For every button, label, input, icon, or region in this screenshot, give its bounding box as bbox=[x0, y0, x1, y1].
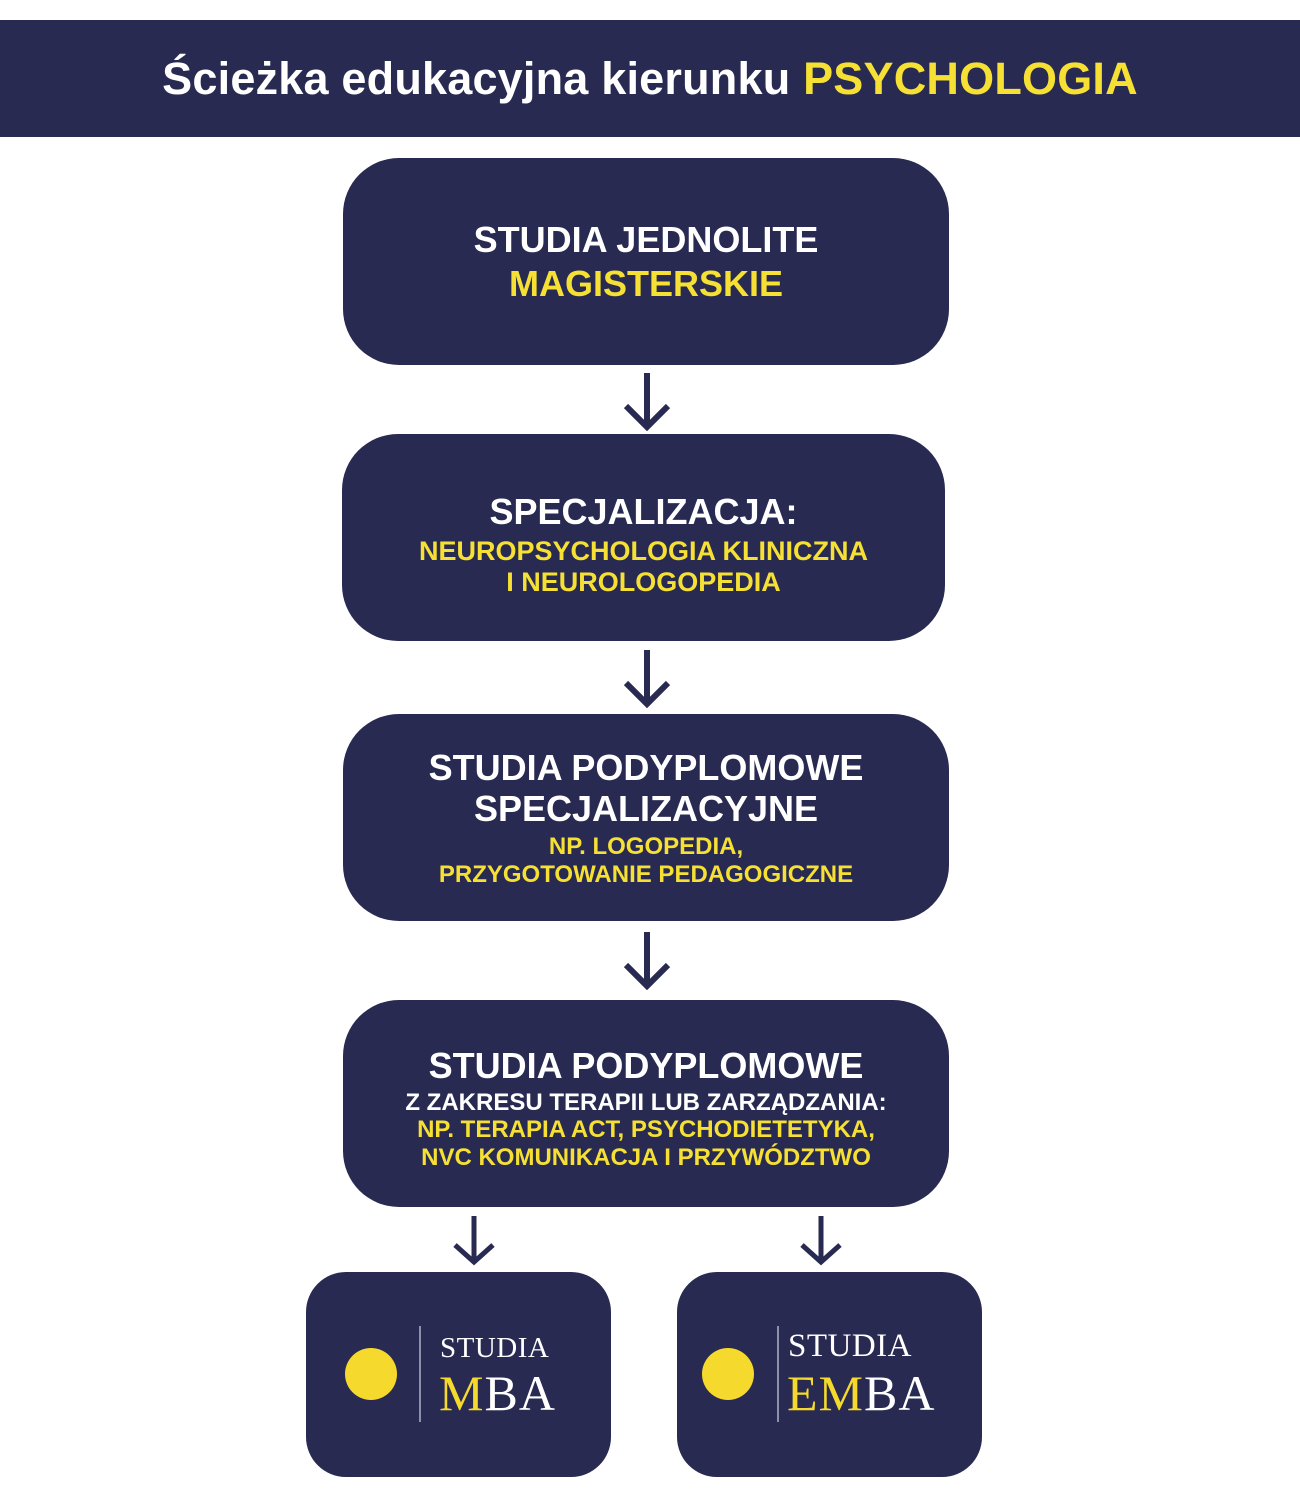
step-box-jednolite bbox=[343, 158, 949, 365]
logo-big-rest: BA bbox=[484, 1365, 556, 1421]
arrow-down-icon bbox=[798, 1216, 844, 1266]
arrow-down-icon bbox=[622, 373, 672, 431]
step-box-podyplomowe-terapia bbox=[343, 1000, 949, 1207]
step-3-line-4: PRZYGOTOWANIE PEDAGOGICZNE bbox=[438, 860, 854, 888]
arrow-down-icon bbox=[622, 932, 672, 990]
step-3-line-2: SPECJALIZACYJNE bbox=[473, 787, 819, 829]
step-box-podyplomowe-specjalizacyjne bbox=[343, 714, 949, 921]
logo-big-highlight: M bbox=[439, 1365, 485, 1421]
step-4-line-1: STUDIA PODYPLOMOWE bbox=[428, 1045, 864, 1087]
step-4-line-2: Z ZAKRESU TERAPII LUB ZARZĄDZANIA: bbox=[405, 1088, 887, 1116]
step-3-line-3: NP. LOGOPEDIA, bbox=[548, 833, 744, 861]
step-2-line-1: SPECJALIZACJA: bbox=[489, 490, 798, 532]
step-4-line-3: NP. TERAPIA ACT, PSYCHODIETETYKA, bbox=[417, 1116, 875, 1144]
logo-divider bbox=[777, 1326, 779, 1422]
header-banner bbox=[0, 20, 1300, 137]
step-2-line-2: NEUROPSYCHOLOGIA KLINICZNA bbox=[418, 536, 868, 567]
yellow-dot-icon bbox=[345, 1348, 397, 1400]
logo-big-highlight: EM bbox=[787, 1365, 864, 1421]
step-3-line-1: STUDIA PODYPLOMOWE bbox=[428, 746, 864, 788]
step-1-line-1: STUDIA JEDNOLITE bbox=[473, 219, 819, 261]
studia-mba-logo bbox=[306, 1272, 611, 1477]
arrow-down-icon bbox=[451, 1216, 497, 1266]
logo-big-text bbox=[787, 1364, 935, 1422]
step-2-line-3: I NEUROLOGOPEDIA bbox=[506, 567, 781, 598]
step-4-line-4: NVC KOMUNIKACJA I PRZYWÓDZTWO bbox=[421, 1143, 871, 1171]
logo-small-text: STUDIA bbox=[440, 1332, 550, 1364]
title-prefix: Ścieżka edukacyjna kierunku bbox=[162, 52, 804, 104]
step-box-specjalizacja bbox=[342, 434, 945, 641]
logo-big-text bbox=[439, 1364, 556, 1422]
step-1-line-2: MAGISTERSKIE bbox=[508, 262, 784, 304]
studia-emba-logo bbox=[677, 1272, 982, 1477]
logo-divider bbox=[419, 1326, 421, 1422]
logo-big-rest: BA bbox=[864, 1365, 936, 1421]
arrow-down-icon bbox=[622, 650, 672, 708]
yellow-dot-icon bbox=[702, 1348, 754, 1400]
title-highlight: PSYCHOLOGIA bbox=[803, 52, 1138, 104]
logo-small-text: STUDIA bbox=[788, 1328, 912, 1364]
page-title bbox=[162, 53, 1138, 105]
